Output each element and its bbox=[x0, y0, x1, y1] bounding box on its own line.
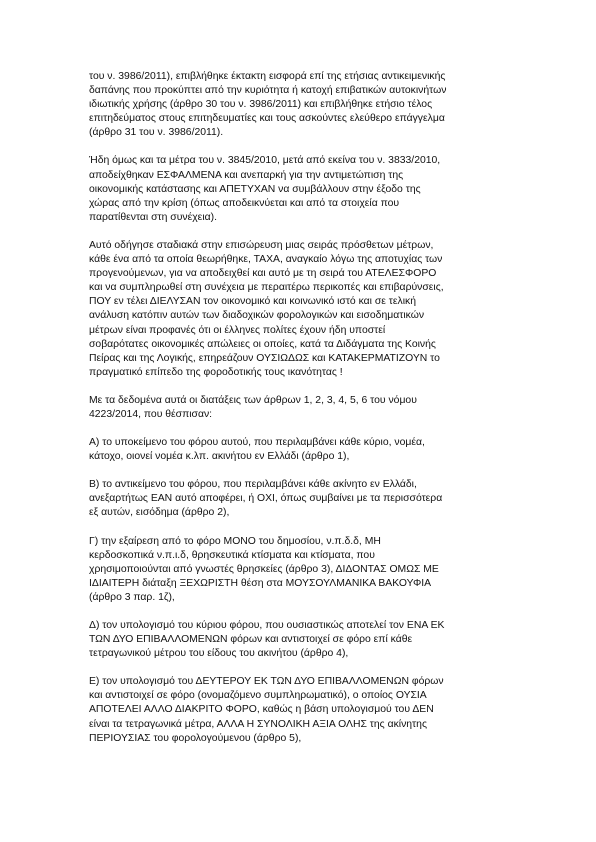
paragraph-item-e: Ε) τον υπολογισμό του ΔΕΥΤΕΡΟΥ ΕΚ ΤΩΝ ΔΥΟ ΕΠΙΒΑΛΛΟΜΕΝΩΝ φόρων και αντιστοιχεί σε φόρο (ονομαζόμενο συμπληρωματικό), ο οποίος ΟΥΣΙΑ ΑΠΟΤΕΛΕΙ ΑΛΛΟ ΔΙΑΚΡΙΤΟ ΦΟΡΟ, καθώς η βάση υπολογισμού του ΔΕΝ είναι τα τετραγωνικά μέτρα, ΑΛΛΑ Η ΣΥΝΟΛΙΚΗ ΑΞΙΑ ΟΛΗΣ της ακίνητης ΠΕΡΙΟΥΣΙΑΣ του φορολογούμενου (άρθρο 5), bbox=[89, 676, 444, 744]
document-body bbox=[89, 70, 519, 760]
paragraph-item-a: Α) το υποκείμενο του φόρου αυτού, που περιλαμβάνει κάθε κύριο, νομέα, κάτοχο, οιονεί νομέα κ.λπ. ακινήτου εν Ελλάδι (άρθρο 1), bbox=[89, 437, 425, 463]
paragraph-intro-continuation: του ν. 3986/2011), επιβλήθηκε έκτακτη εισφορά επί της ετήσιας αντικειμενικής δαπάνης που προκύπτει από την κυριότητα ή κατοχή επιβατικών αυτοκινήτων ιδιωτικής χρήσης (άρθρο 30 του ν. 3986/2011) και επιβλήθηκε ετήσιο τέλος επιτηδεύματος στους επιτηδευματίες και τους ασκούντες ελεύθερο επάγγελμα (άρθρο 31 του ν. 3986/2011). bbox=[89, 71, 447, 139]
paragraph-law-4223-provisions: Με τα δεδομένα αυτά οι διατάξεις των άρθρων 1, 2, 3, 4, 5, 6 του νόμου 4223/2014, που θέσπισαν: bbox=[89, 394, 417, 420]
paragraph-item-c: Γ) την εξαίρεση από το φόρο ΜΟΝΟ του δημοσίου, ν.π.δ.δ, ΜΗ κερδοσκοπικά ν.π.ι.δ, θρησκευτικά κτίσματα και κτίσματα, που χρησιμοποιούνται από γνωστές θρησκείες (άρθρο 3), ΔΙΔΟΝΤΑΣ ΟΜΩΣ ΜΕ ΙΔΙΑΙΤΕΡΗ διάταξη ΞΕΧΩΡΙΣΤΗ θέση στα ΜΟΥΣΟΥΛΜΑΝΙΚΑ ΒΑΚΟΥΦΙΑ (άρθρο 3 παρ. 1ζ), bbox=[89, 535, 439, 603]
paragraph-accumulation-of-measures: Αυτό οδήγησε σταδιακά στην επισώρευση μιας σειράς πρόσθετων μέτρων, κάθε ένα από τα οποία θεωρήθηκε, ΤΑΧΑ, αναγκαίο λόγω της αποτυχίας των προγενούμενων, για να αποδειχθεί και αυτό με τη σειρά του ΑΤΕΛΕΣΦΟΡΟ και να συμπληρωθεί στη συνέχεια με περαιτέρω περικοπές και επιβαρύνσεις, ΠΟΥ εν τέλει ΔΙΕΛΥΣΑΝ τον οικονομικό και κοινωνικό ιστό και σε τελική ανάλυση κατόπιν αυτών των διαδοχικών φορολογικών και εισοδηματικών μέτρων είναι προφανές ότι οι έλληνες πολίτες έχουν ήδη υποστεί σοβαρότατες οικονομικές απώλειες οι οποίες, κατά τα Διδάγματα της Κοινής Πείρας και της Λογικής, επηρεάζουν ΟΥΣΙΩΔΩΣ και ΚΑΤΑΚΕΡΜΑΤΙΖΟΥΝ το πραγματικό επίπεδο της φοροδοτικής τους ικανότητας ! bbox=[89, 239, 444, 378]
paragraph-item-b: Β) το αντικείμενο του φόρου, που περιλαμβάνει κάθε ακίνητο εν Ελλάδι, ανεξαρτήτως ΕΑΝ αυτό αποφέρει, ή ΟΧΙ, όπως συμβαίνει με τα περισσότερα εξ αυτών, εισόδημα (άρθρο 2), bbox=[89, 479, 443, 519]
paragraph-item-d: Δ) τον υπολογισμό του κύριου φόρου, που ουσιαστικώς αποτελεί τον ΕΝΑ ΕΚ ΤΩΝ ΔΥΟ ΕΠΙΒΑΛΛΟΜΕΝΩΝ φόρων και αντιστοιχεί σε φόρο επί κάθε τετραγωνικού μέτρου του είδους του ακινήτου (άρθρο 4), bbox=[89, 620, 445, 660]
paragraph-measures-law-3845: Ήδη όμως και τα μέτρα του ν. 3845/2010, μετά από εκείνα του ν. 3833/2010, αποδείχθηκαν ΕΣΦΑΛΜΕΝΑ και ανεπαρκή για την αντιμετώπιση της οικονομικής κατάστασης και ΑΠΕΤΥΧΑΝ να συμβάλλουν στην έξοδο της χώρας από την κρίση (όπως αποδεικνύεται και από τα στοιχεία που παρατίθενται στη συνέχεια). bbox=[89, 155, 441, 223]
